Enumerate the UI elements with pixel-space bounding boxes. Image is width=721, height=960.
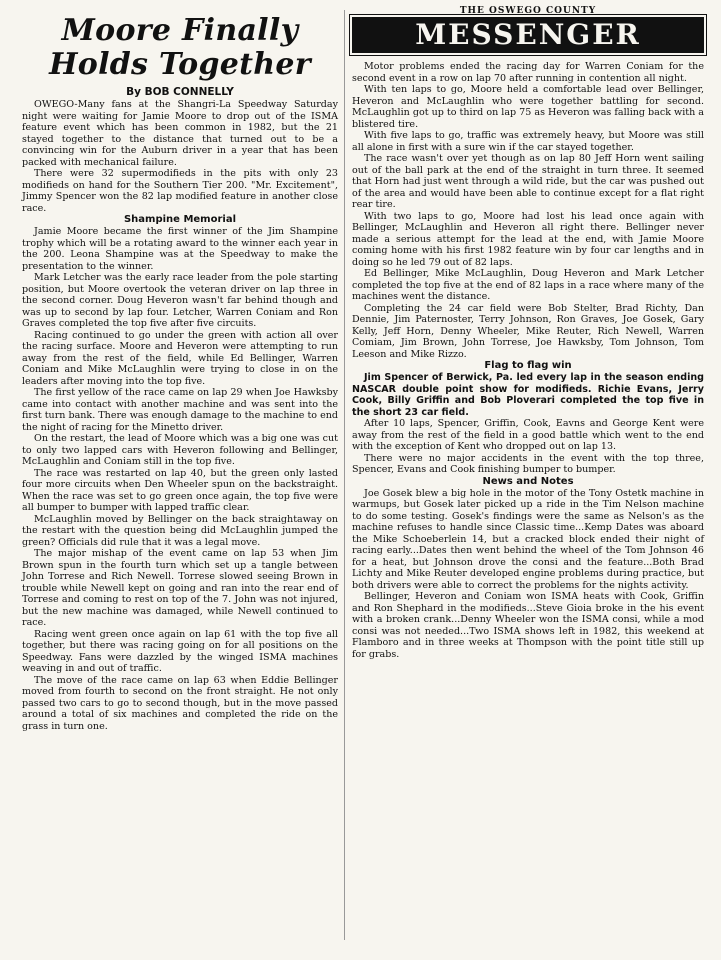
- paragraph: The move of the race came on lap 63 when Eddie Bellinger moved from fourth to second on the front straight. He not only passed two cars to go to second though, but in the move passed around a total of six machines and completed the ride on the grass in turn one.: [22, 674, 338, 732]
- right-column: [352, 6, 704, 660]
- divider: [344, 10, 345, 940]
- headline: Moore Finally Holds Together: [49, 13, 311, 82]
- byline: By BOB CONNELLY: [126, 86, 234, 98]
- paragraph: The first yellow of the race came on lap 29 when Joe Hawksby came into contact with another machine and was sent into the first turn bank. There was enough damage to the machine to end the night of racing for the Minetto driver.: [22, 387, 338, 433]
- paragraph: There were no major accidents in the event with the top three, Spencer, Evans and Cook finishing bumper to bumper.: [352, 452, 704, 475]
- paragraph: With five laps to go, traffic was extremely heavy, but Moore was still all alone in first with a sure win if the car stayed together.: [352, 130, 704, 153]
- paragraph: OWEGO-Many fans at the Shangri-La Speedway Saturday night were waiting for Jamie Moore to drop out of the ISMA feature event which has been common in 1982, but the 21 stayed together to the distance that turned out to be a convincing win for the Auburn driver in a year that has been packed with mechanical failure.: [22, 99, 338, 168]
- paragraph: With two laps to go, Moore had lost his lead once again with Bellinger, McLaughlin and Heveron all right there. Bellinger never made a serious attempt for the lead at the end, with Jamie Moore coming home with his first 1982 feature win by four car lengths and in doing so he led 79 out of 82 laps.: [352, 210, 704, 268]
- paragraph: The race wasn't over yet though as on lap 80 Jeff Horn went sailing out of the ball park at the end of the straight in turn three. It seemed that Horn had just went through a wild ride, but the car was pushed out of the area and would have been able to continue except for a flat right rear tire.: [352, 153, 704, 210]
- section-subhead: Shampine Memorial: [123, 214, 237, 225]
- masthead-logo: MESSENGER: [352, 17, 704, 53]
- left-column: [22, 14, 338, 732]
- paragraph: Racing went green once again on lap 61 with the top five all together, but there was racing going on for all positions on the Speedway. Fans were dazzled by the winged ISMA machines weaving in and out of traffic.: [22, 628, 338, 674]
- paragraph: On the restart, the lead of Moore which was a big one was cut to only two lapped cars with Heveron following and Bellinger, McLaughlin and Coniam still in the top five.: [22, 433, 338, 467]
- bold-paragraph: Jim Spencer of Berwick, Pa. led every lap in the season ending NASCAR double point show for modifieds. Richie Evans, Jerry Cook, Billy Griffin and Bob Ploverari completed the top five in the short 23 car field.: [352, 372, 704, 418]
- paragraph: The race was restarted on lap 40, but the green only lasted four more circuits when Den Wheeler spun on the backstraight. When the race was set to go green once again, the top five were all bumper to bumper with lapped traffic clear.: [22, 467, 338, 513]
- paragraph: Jamie Moore became the first winner of the Jim Shampine trophy which will be a rotating award to the winner each year in the 200. Leona Shampine was at the Speedway to make the presentation to the winner.: [22, 226, 338, 272]
- paragraph: Mark Letcher was the early race leader from the pole starting position, but Moore overtook the veteran driver on lap three in the second corner. Doug Heveron wasn't far behind though and was up to second by lap four. Letcher, Warren Coniam and Ron Graves completed the top five after five circuits.: [22, 272, 338, 329]
- right-body: [352, 61, 704, 660]
- section-subhead: News and Notes: [482, 475, 574, 487]
- paragraph: Bellinger, Heveron and Coniam won ISMA heats with Cook, Griffin and Ron Shephard in the modifieds...Steve Gioia broke in the his event with a broken crank...Denny Wheeler won the ISMA consi, while a mod consi was not needed...Two ISMA shows left in 1982, this weekend at Flamboro and in three weeks at Thompson with the point title still up for grabs.: [352, 591, 704, 660]
- left-body: [22, 99, 338, 732]
- section-subhead: Flag to flag win: [484, 360, 572, 371]
- paragraph: After 10 laps, Spencer, Griffin, Cook, Eavns and George Kent were away from the rest of the field in a good battle which went to the end with the exception of Kent who dropped out on lap 13.: [352, 418, 704, 452]
- paragraph: Motor problems ended the racing day for Warren Coniam for the second event in a row on lap 70 after running in contention all night.: [352, 61, 704, 84]
- paragraph: The major mishap of the event came on lap 53 when Jim Brown spun in the fourth turn which set up a tangle between John Torrese and Rich Newell. Torrese slowed seeing Brown in trouble while Newell kept on going and ran into the rear end of Torrese and coming to rest on top of the 7. John was not injured, but the new machine was damaged, while Newell continued to race.: [22, 548, 338, 628]
- paragraph: McLaughlin moved by Bellinger on the back straightaway on the restart with the question being did McLaughlin jumped the green? Officials did rule that it was a legal move.: [22, 513, 338, 548]
- paragraph: There were 32 supermodifieds in the pits with only 23 modifieds on hand for the Southern Tier 200. "Mr. Excitement", Jimmy Spencer won the 82 lap modified feature in another close race.: [22, 168, 338, 214]
- paragraph: Completing the 24 car field were Bob Stelter, Brad Richty, Dan Dennie, Jim Paternoster, Terry Johnson, Ron Graves, Joe Gosek, Gary Kelly, Jeff Horn, Denny Wheeler, Mike Reuter, Rich Newell, Warren Comiam, Jim Brown, John Torrese, Joe Hawksby, Tom Johnson, Tom Leeson and Mike Rizzo.: [352, 302, 704, 360]
- paragraph: Racing continued to go under the green with action all over the racing surface. Moore and Heveron were attempting to run away from the rest of the field, while Ed Bellinger, Warren Coniam and Mike McLaughlin were trying to close in on the leaders after moving into the top five.: [22, 329, 338, 387]
- masthead-county: THE OSWEGO COUNTY: [459, 6, 597, 16]
- paragraph: Ed Bellinger, Mike McLaughlin, Doug Heveron and Mark Letcher completed the top five at the end of 82 laps in a race where many of the machines went the distance.: [352, 268, 704, 302]
- paragraph: With ten laps to go, Moore held a comfortable lead over Bellinger, Heveron and McLaughlin who were together battling for second. McLaughlin got up to third on lap 75 as Heveron was falling back with a blistered tire.: [352, 84, 704, 130]
- paragraph: Joe Gosek blew a big hole in the motor of the Tony Ostetk machine in warmups, but Gosek later picked up a ride in the Tim Nelson machine to do some testing. Gosek's findings were the same as Nelson's as the machine refuses to handle since Classic time...Kemp Dates was aboard the Mike Schoeberlein 14, but a cracked block ended their night of racing early...Dates then went behind the wheel of the Tom Johnson 46 for a heat, but Johnson drove the consi and the feature...Both Brad Lichty and Mike Reuter developed engine problems during practice, but both drivers were able to correct the problems for the nights activity.: [352, 487, 704, 591]
